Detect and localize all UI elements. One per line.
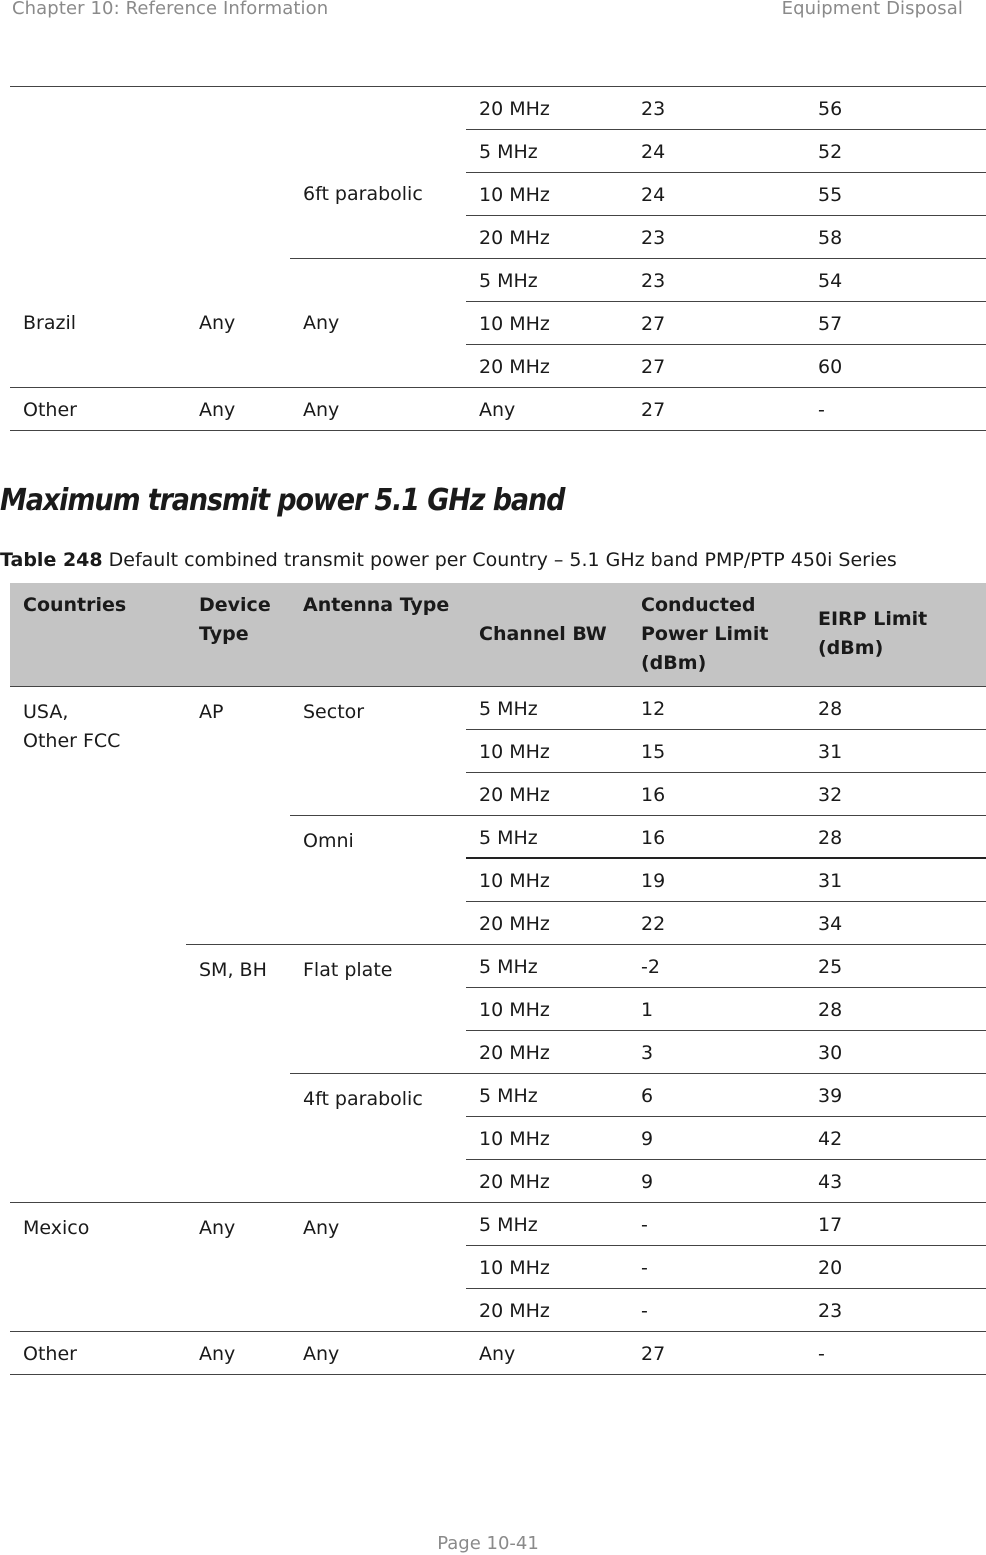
- eirp-limit-cell: 25: [805, 944, 986, 987]
- conducted-power-cell: 22: [628, 901, 805, 944]
- column-header-countries: Countries: [10, 583, 186, 686]
- conducted-power-cell: 16: [628, 772, 805, 815]
- channel-bw-cell: 5 MHz: [466, 815, 628, 858]
- conducted-power-cell: -: [628, 1202, 805, 1245]
- transmit-power-5-1ghz-table: [10, 583, 986, 1375]
- eirp-limit-cell: 58: [805, 216, 986, 259]
- eirp-limit-cell: 31: [805, 729, 986, 772]
- channel-bw-cell: 5 MHz: [466, 944, 628, 987]
- antenna-type-cell: [290, 87, 466, 130]
- conducted-power-cell: 23: [628, 87, 805, 130]
- channel-bw-cell: 20 MHz: [466, 345, 628, 388]
- conducted-power-cell: 24: [628, 130, 805, 173]
- conducted-power-cell: 27: [628, 302, 805, 345]
- device-type-cell: Any: [186, 1202, 290, 1331]
- eirp-limit-cell: 20: [805, 1245, 986, 1288]
- channel-bw-cell: 20 MHz: [466, 87, 628, 130]
- country-cell: Other: [10, 1331, 186, 1374]
- device-type-cell: Any: [186, 259, 290, 388]
- eirp-limit-cell: 56: [805, 87, 986, 130]
- column-header-antenna-type: Antenna Type: [290, 583, 466, 686]
- channel-bw-cell: 5 MHz: [466, 1202, 628, 1245]
- channel-bw-cell: 10 MHz: [466, 1245, 628, 1288]
- table-row: [10, 87, 986, 130]
- eirp-limit-cell: 23: [805, 1288, 986, 1331]
- conducted-power-cell: 15: [628, 729, 805, 772]
- antenna-type-cell: Flat plate: [290, 944, 466, 1073]
- page-number: Page 10-41: [437, 1533, 539, 1554]
- conducted-power-cell: 19: [628, 858, 805, 901]
- conducted-power-cell: -: [628, 1288, 805, 1331]
- channel-bw-cell: 10 MHz: [466, 729, 628, 772]
- device-type-cell: [186, 87, 290, 259]
- channel-bw-cell: 5 MHz: [466, 130, 628, 173]
- channel-bw-cell: 10 MHz: [466, 302, 628, 345]
- eirp-limit-cell: 17: [805, 1202, 986, 1245]
- eirp-limit-cell: 32: [805, 772, 986, 815]
- conducted-power-cell: 9: [628, 1159, 805, 1202]
- eirp-limit-cell: 28: [805, 815, 986, 858]
- country-cell: Mexico: [10, 1202, 186, 1331]
- channel-bw-cell: 5 MHz: [466, 259, 628, 302]
- antenna-type-cell: Any: [290, 1202, 466, 1331]
- eirp-limit-cell: 54: [805, 259, 986, 302]
- eirp-limit-cell: 60: [805, 345, 986, 388]
- conducted-power-cell: 24: [628, 173, 805, 216]
- conducted-power-cell: 3: [628, 1030, 805, 1073]
- conducted-power-cell: 23: [628, 259, 805, 302]
- antenna-type-cell: Any: [290, 259, 466, 388]
- channel-bw-cell: Any: [466, 388, 628, 431]
- channel-bw-cell: 20 MHz: [466, 1288, 628, 1331]
- section-title: Maximum transmit power 5.1 GHz band: [0, 483, 565, 518]
- column-header-channel-bw: Channel BW: [466, 583, 628, 686]
- eirp-limit-cell: 28: [805, 686, 986, 729]
- country-cell: [10, 87, 186, 259]
- column-header-eirp-limit: EIRP Limit (dBm): [805, 583, 986, 686]
- conducted-power-cell: 27: [628, 388, 805, 431]
- channel-bw-cell: 20 MHz: [466, 216, 628, 259]
- column-header-device-type: Device Type: [186, 583, 290, 686]
- channel-bw-cell: 10 MHz: [466, 173, 628, 216]
- eirp-limit-cell: -: [805, 388, 986, 431]
- header-section: Equipment Disposal: [781, 0, 963, 19]
- conducted-power-cell: 9: [628, 1116, 805, 1159]
- table-row: [10, 686, 986, 729]
- device-type-cell: Any: [186, 388, 290, 431]
- channel-bw-cell: 10 MHz: [466, 987, 628, 1030]
- channel-bw-cell: 5 MHz: [466, 1073, 628, 1116]
- device-type-cell: SM, BH: [186, 944, 290, 1202]
- channel-bw-cell: 20 MHz: [466, 901, 628, 944]
- conducted-power-cell: 1: [628, 987, 805, 1030]
- country-line: USA,: [23, 700, 69, 723]
- antenna-type-cell: 6ft parabolic: [290, 130, 466, 259]
- eirp-limit-cell: 39: [805, 1073, 986, 1116]
- device-type-cell: Any: [186, 1331, 290, 1374]
- conducted-power-cell: -: [628, 1245, 805, 1288]
- table-caption-label: Table 248: [0, 549, 103, 571]
- antenna-type-cell: 4ft parabolic: [290, 1073, 466, 1202]
- eirp-limit-cell: 52: [805, 130, 986, 173]
- table-row: [10, 388, 986, 431]
- antenna-type-cell: Any: [290, 1331, 466, 1374]
- conducted-power-cell: 16: [628, 815, 805, 858]
- eirp-limit-cell: 57: [805, 302, 986, 345]
- conducted-power-cell: 27: [628, 345, 805, 388]
- column-header-conducted-power: Conducted Power Limit (dBm): [628, 583, 805, 686]
- antenna-type-cell: Sector: [290, 686, 466, 815]
- channel-bw-cell: Any: [466, 1331, 628, 1374]
- conducted-power-cell: 12: [628, 686, 805, 729]
- eirp-limit-cell: 31: [805, 858, 986, 901]
- table-header-row: [10, 583, 986, 686]
- table-caption: [0, 549, 897, 571]
- eirp-limit-cell: -: [805, 1331, 986, 1374]
- continued-power-table: [10, 86, 986, 431]
- conducted-power-cell: 6: [628, 1073, 805, 1116]
- country-cell: Brazil: [10, 259, 186, 388]
- channel-bw-cell: 20 MHz: [466, 1030, 628, 1073]
- eirp-limit-cell: 42: [805, 1116, 986, 1159]
- table-caption-text: Default combined transmit power per Country – 5.1 GHz band PMP/PTP 450i Series: [102, 549, 897, 571]
- channel-bw-cell: 20 MHz: [466, 772, 628, 815]
- conducted-power-cell: 27: [628, 1331, 805, 1374]
- eirp-limit-cell: 34: [805, 901, 986, 944]
- channel-bw-cell: 20 MHz: [466, 1159, 628, 1202]
- table-row: [10, 1202, 986, 1245]
- country-cell: [10, 686, 186, 1202]
- table-row: [10, 1331, 986, 1374]
- eirp-limit-cell: 55: [805, 173, 986, 216]
- eirp-limit-cell: 30: [805, 1030, 986, 1073]
- conducted-power-cell: 23: [628, 216, 805, 259]
- eirp-limit-cell: 28: [805, 987, 986, 1030]
- table-row: [10, 259, 986, 302]
- country-line: Other FCC: [23, 729, 121, 752]
- conducted-power-cell: -2: [628, 944, 805, 987]
- channel-bw-cell: 10 MHz: [466, 1116, 628, 1159]
- antenna-type-cell: Omni: [290, 815, 466, 944]
- header-chapter: Chapter 10: Reference Information: [12, 0, 329, 19]
- eirp-limit-cell: 43: [805, 1159, 986, 1202]
- channel-bw-cell: 5 MHz: [466, 686, 628, 729]
- device-type-cell: AP: [186, 686, 290, 944]
- antenna-type-cell: Any: [290, 388, 466, 431]
- channel-bw-cell: 10 MHz: [466, 858, 628, 901]
- country-cell: Other: [10, 388, 186, 431]
